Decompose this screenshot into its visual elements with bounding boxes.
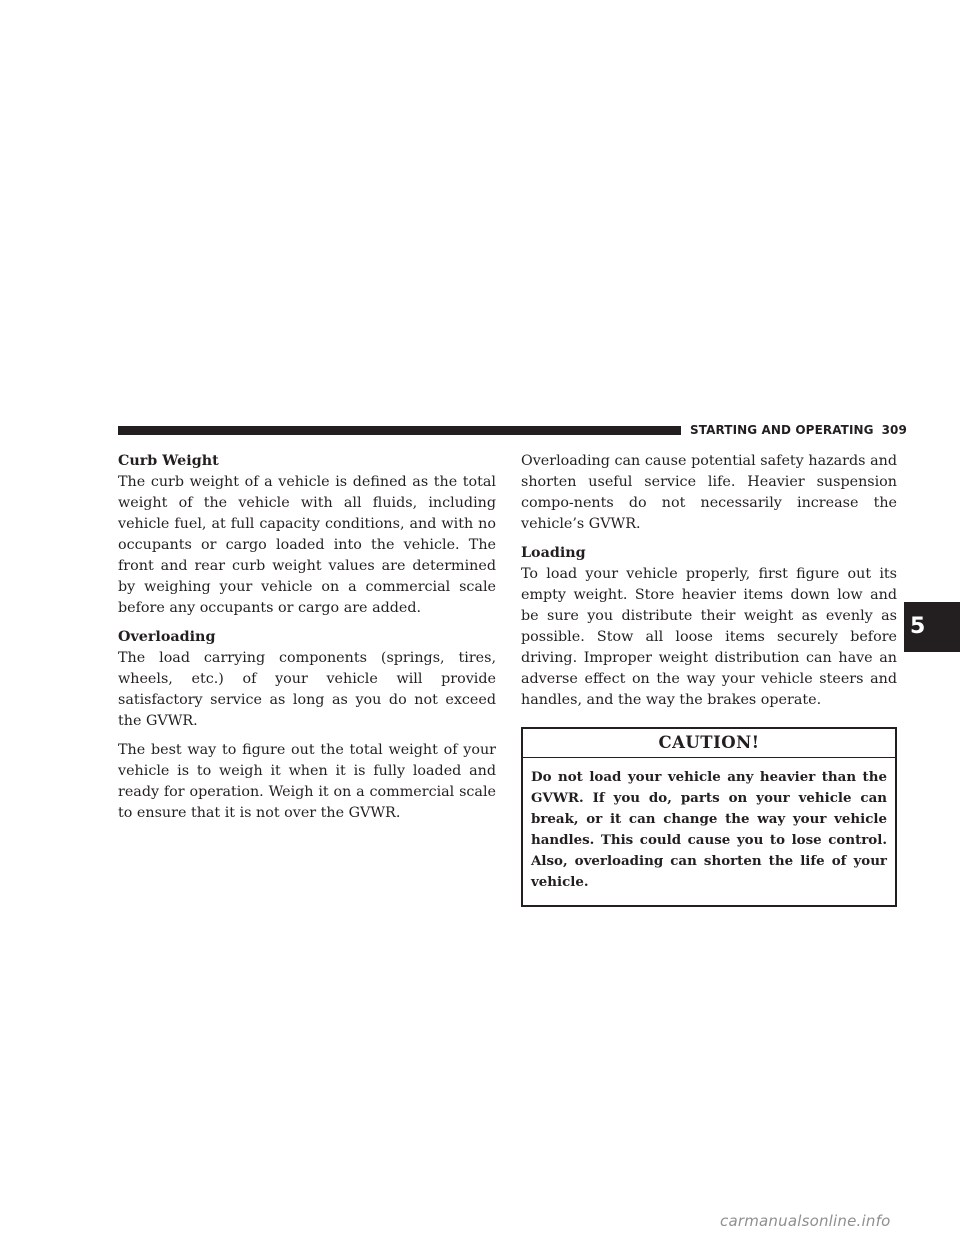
- overloading-paragraph-2: The best way to figure out the total weight of your vehicle is to weigh it when it is fully loaded and ready for operation. Weigh it on a commercial scale to ensure that it is not over the GVWR.: [118, 742, 496, 821]
- caution-box: [521, 727, 897, 907]
- curb-weight-paragraph: The curb weight of a vehicle is defined as the total weight of the vehicle with all fluids, including vehicle fuel, at full capacity conditions, and with no occupants or cargo loaded into the vehicle. The front and rear curb weight values are determined by weighing your vehicle on a commercial scale before any occupants or cargo are added.: [118, 474, 496, 616]
- running-header: [690, 423, 907, 438]
- loading-paragraph: To load your vehicle properly, first figure out its empty weight. Store heavier items down low and be sure you distribute their weight as evenly as possible. Stow all loose items securely before driving. Improper weight distribution can have an adverse effect on the way your vehicle steers and handles, and the way the brakes operate.: [521, 566, 897, 708]
- overloading-heading: Overloading: [118, 629, 216, 645]
- caution-title: CAUTION!: [523, 729, 895, 758]
- header-rule: [118, 426, 681, 435]
- caution-text: Do not load your vehicle any heavier than the GVWR. If you do, parts on your vehicle can break, or it can change the way your vehicle handles. This could cause you to lose control. Also, overloading can shorten the life of your vehicle.: [531, 769, 887, 890]
- spacer: [118, 619, 496, 627]
- loading-heading: Loading: [521, 545, 586, 561]
- overloading-paragraph-1: The load carrying components (springs, tires, wheels, etc.) of your vehicle will provide satisfactory service as long as you do not exceed the GVWR.: [118, 650, 496, 729]
- spacer: [521, 535, 897, 543]
- curb-weight-heading: Curb Weight: [118, 453, 219, 469]
- watermark: carmanualsonline.info: [720, 1212, 891, 1230]
- page-number: 309: [881, 423, 907, 437]
- spacer: [118, 732, 496, 740]
- section-title: STARTING AND OPERATING: [690, 423, 874, 437]
- overloading-continued-paragraph: Overloading can cause potential safety hazards and shorten useful service life. Heavier suspension compo-nents do not necessarily increase the vehicle’s GVWR.: [521, 453, 897, 532]
- right-column: [521, 451, 897, 907]
- chapter-tab: [904, 602, 960, 652]
- chapter-number: 5: [910, 614, 926, 639]
- left-column: [118, 451, 496, 824]
